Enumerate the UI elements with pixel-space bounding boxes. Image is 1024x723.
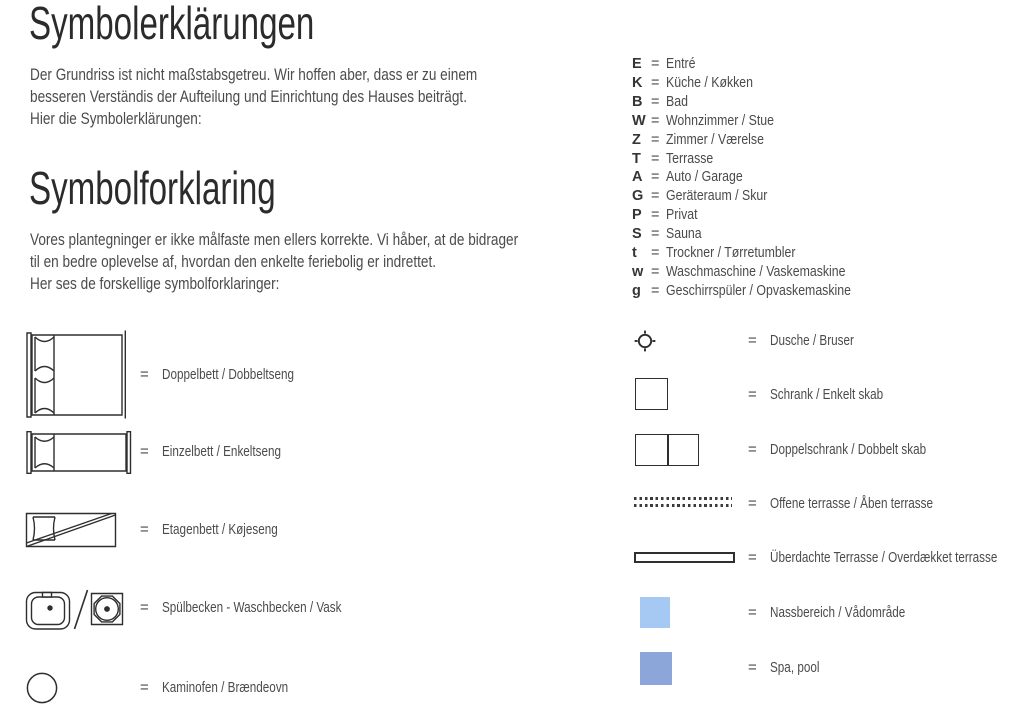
- equals-sign: =: [748, 604, 757, 621]
- equals-sign: =: [140, 443, 149, 460]
- abbr-letter: w: [632, 263, 644, 280]
- equals-sign: =: [140, 366, 149, 383]
- spa-pool-icon: [640, 652, 672, 685]
- abbr-letter: Z: [632, 131, 641, 148]
- abbr-letter: K: [632, 75, 643, 92]
- abbreviation-row: [632, 262, 884, 281]
- legend-label-fireplace: = Kaminofen / Brændeovn: [140, 679, 289, 696]
- abbr-letter: S: [632, 226, 642, 243]
- equals-sign: =: [748, 549, 757, 566]
- abbreviation-list: [632, 55, 884, 300]
- open-terrace-icon: [634, 497, 732, 507]
- equals-sign: =: [651, 94, 660, 111]
- abbr-label: Waschmaschine / Vaskemaskine: [666, 263, 846, 280]
- abbr-label: Wohnzimmer / Stue: [666, 112, 775, 129]
- abbreviation-row: [632, 130, 884, 149]
- equals-sign: =: [140, 521, 149, 538]
- equals-sign: =: [748, 332, 757, 349]
- intro-danish-line: til en bedre oplevelse af, hvordan den enkelte feriebolig er indrettet.: [30, 252, 436, 271]
- legend-label-single-cabinet: = Schrank / Enkelt skab: [748, 386, 884, 403]
- abbr-label: Geräteraum / Skur: [666, 188, 768, 205]
- intro-paragraph-german: [30, 64, 477, 130]
- intro-paragraph-danish: [30, 229, 518, 295]
- equals-sign: =: [651, 112, 660, 129]
- equals-sign: =: [748, 659, 757, 676]
- abbreviation-row: [632, 55, 884, 74]
- covered-terrace-icon: [634, 552, 735, 563]
- abbr-letter: E: [632, 56, 642, 73]
- equals-sign: =: [140, 599, 149, 616]
- abbr-label: Trockner / Tørretumbler: [666, 244, 796, 261]
- abbr-letter: A: [632, 169, 643, 186]
- washbasin-icon: [90, 592, 124, 626]
- cabinet-divider: [667, 435, 669, 465]
- fireplace-icon: [26, 672, 58, 704]
- legend-label-bunk-bed: = Etagenbett / Køjeseng: [140, 521, 278, 538]
- equals-sign: =: [651, 56, 660, 73]
- single-bed-icon: [26, 431, 132, 474]
- abbr-label: Bad: [666, 94, 688, 111]
- page-title-danish: Symbolforklaring: [29, 162, 276, 214]
- legend-label-double-bed: = Doppelbett / Dobbeltseng: [140, 366, 295, 383]
- bunk-bed-icon: [25, 512, 117, 548]
- legend-label-open-terrace: = Offene terrasse / Åben terrasse: [748, 495, 934, 512]
- equals-sign: =: [651, 282, 660, 299]
- page-title-german: Symbolerklärungen: [29, 0, 315, 49]
- equals-sign: =: [651, 131, 660, 148]
- abbr-label: Zimmer / Værelse: [666, 131, 764, 148]
- equals-sign: =: [651, 207, 660, 224]
- abbr-letter: P: [632, 207, 642, 224]
- abbr-label: Sauna: [666, 226, 702, 243]
- slash-separator: [73, 588, 89, 631]
- intro-german-line: besseren Verständis der Aufteilung und Einrichtung des Hauses beiträgt.: [30, 87, 467, 106]
- abbreviation-row: [632, 93, 884, 112]
- legend-label-sink: = Spülbecken - Waschbecken / Vask: [140, 599, 342, 616]
- abbr-letter: W: [632, 112, 646, 129]
- equals-sign: =: [748, 386, 757, 403]
- equals-sign: =: [651, 226, 660, 243]
- intro-danish-line: Vores plantegninger er ikke målfaste men ellers korrekte. Vi håber, at de bidrager: [30, 230, 519, 249]
- equals-sign: =: [651, 75, 660, 92]
- abbreviation-row: [632, 243, 884, 262]
- legend-label-shower: = Dusche / Bruser: [748, 332, 854, 349]
- legend-label-double-cabinet: = Doppelschrank / Dobbelt skab: [748, 441, 927, 458]
- double-bed-icon: [26, 330, 127, 419]
- abbr-label: Geschirrspüler / Opvaskemaskine: [666, 282, 851, 299]
- abbreviation-row: [632, 206, 884, 225]
- equals-sign: =: [748, 441, 757, 458]
- abbreviation-row: [632, 112, 884, 131]
- equals-sign: =: [651, 188, 660, 205]
- abbr-label: Küche / Køkken: [666, 75, 754, 92]
- equals-sign: =: [651, 244, 660, 261]
- abbreviation-row: [632, 149, 884, 168]
- intro-german-line: Der Grundriss ist nicht maßstabsgetreu. Wir hoffen aber, dass er zu einem: [30, 65, 478, 84]
- abbr-label: Privat: [666, 207, 698, 224]
- dashed-line: [634, 504, 732, 507]
- legend-label-covered-terrace: = Überdachte Terrasse / Overdækket terrasse: [748, 549, 998, 566]
- shower-icon: [634, 330, 656, 352]
- equals-sign: =: [651, 169, 660, 186]
- abbr-label: Terrasse: [666, 150, 714, 167]
- equals-sign: =: [651, 263, 660, 280]
- abbreviation-row: [632, 74, 884, 93]
- wet-area-icon: [640, 597, 670, 628]
- abbr-letter: t: [632, 244, 637, 261]
- abbr-letter: g: [632, 282, 641, 299]
- single-cabinet-icon: [635, 378, 668, 410]
- legend-label-wet-area: = Nassbereich / Vådområde: [748, 604, 906, 621]
- abbreviation-row: [632, 225, 884, 244]
- abbr-label: Entré: [666, 56, 696, 73]
- equals-sign: =: [140, 679, 149, 696]
- equals-sign: =: [748, 495, 757, 512]
- abbreviation-row: [632, 187, 884, 206]
- abbr-letter: T: [632, 150, 641, 167]
- legend-label-spa-pool: = Spa, pool: [748, 659, 820, 676]
- abbr-letter: G: [632, 188, 644, 205]
- equals-sign: =: [651, 150, 660, 167]
- abbreviation-row: [632, 168, 884, 187]
- abbr-letter: B: [632, 94, 643, 111]
- legend-label-single-bed: = Einzelbett / Enkeltseng: [140, 443, 282, 460]
- intro-danish-line: Her ses de forskellige symbolforklaringer:: [30, 274, 280, 293]
- double-cabinet-icon: [635, 434, 699, 466]
- abbreviation-row: [632, 281, 884, 300]
- abbr-label: Auto / Garage: [666, 169, 743, 186]
- sink-icon: [25, 588, 71, 631]
- intro-german-line: Hier die Symbolerklärungen:: [30, 109, 202, 128]
